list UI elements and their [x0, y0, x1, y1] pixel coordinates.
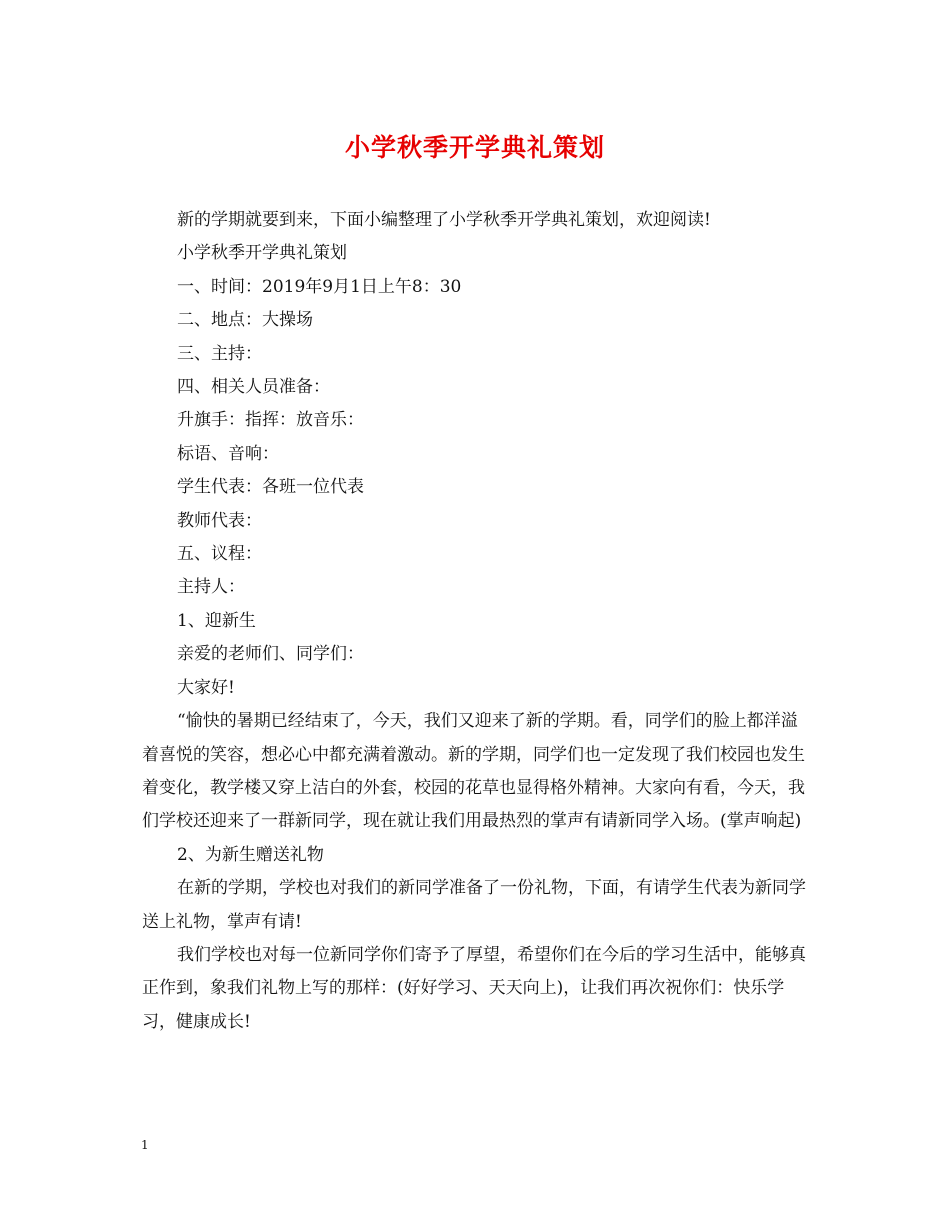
paragraph-greeting: 亲爱的老师们、同学们：: [177, 644, 364, 665]
paragraph-time: 一、时间：2019年9月1日上午8：30: [177, 276, 462, 297]
paragraph-welcome-heading: 1、迎新生: [177, 610, 256, 631]
document-title: 小学秋季开学典礼策划: [344, 133, 605, 162]
paragraph-staff-prep: 四、相关人员准备：: [177, 377, 330, 398]
paragraph-teacher-rep: 教师代表：: [177, 510, 262, 531]
paragraph-gift-intro: 在新的学期，学校也对我们的新同学准备了一份礼物，下面，有请学生代表为新同学送上礼物，掌声有请!: [142, 878, 806, 932]
paragraph-hello: 大家好!: [177, 677, 235, 698]
page-number: 1: [141, 1138, 149, 1152]
paragraph-host: 三、主持：: [177, 343, 262, 364]
paragraph-speech: “愉快的暑期已经结束了，今天，我们又迎来了新的学期。看，同学们的脸上都洋溢着喜悦的笑容，想必心中都充满着激动。新的学期，同学们也一定发现了我们校园也发生着变化，教学楼又穿上洁白的外套，校园的花草也显得格外精神。大家向有看，今天，我们学校还迎来了一群新同学，现在就让我们用最热烈的掌声有请新同学入场。(掌声响起): [142, 711, 805, 832]
document-body: [142, 204, 812, 1039]
paragraph-location: 二、地点：大操场: [177, 310, 313, 331]
paragraph-subtitle: 小学秋季开学典礼策划: [177, 243, 347, 264]
paragraph-student-rep: 学生代表：各班一位代表: [177, 477, 364, 498]
paragraph-banners: 标语、音响：: [177, 443, 279, 464]
paragraph-intro: 新的学期就要到来，下面小编整理了小学秋季开学典礼策划，欢迎阅读!: [177, 210, 711, 230]
paragraph-flag-raiser: 升旗手：指挥：放音乐：: [177, 410, 364, 431]
paragraph-gift-heading: 2、为新生赠送礼物: [177, 844, 324, 865]
paragraph-wishes: 我们学校也对每一位新同学你们寄予了厚望，希望你们在今后的学习生活中，能够真正作到，象我们礼物上写的那样：(好好学习、天天向上)，让我们再次祝你们：快乐学习，健康成长!: [142, 944, 806, 1032]
paragraph-emcee: 主持人：: [177, 577, 245, 598]
paragraph-agenda: 五、议程：: [177, 544, 262, 565]
